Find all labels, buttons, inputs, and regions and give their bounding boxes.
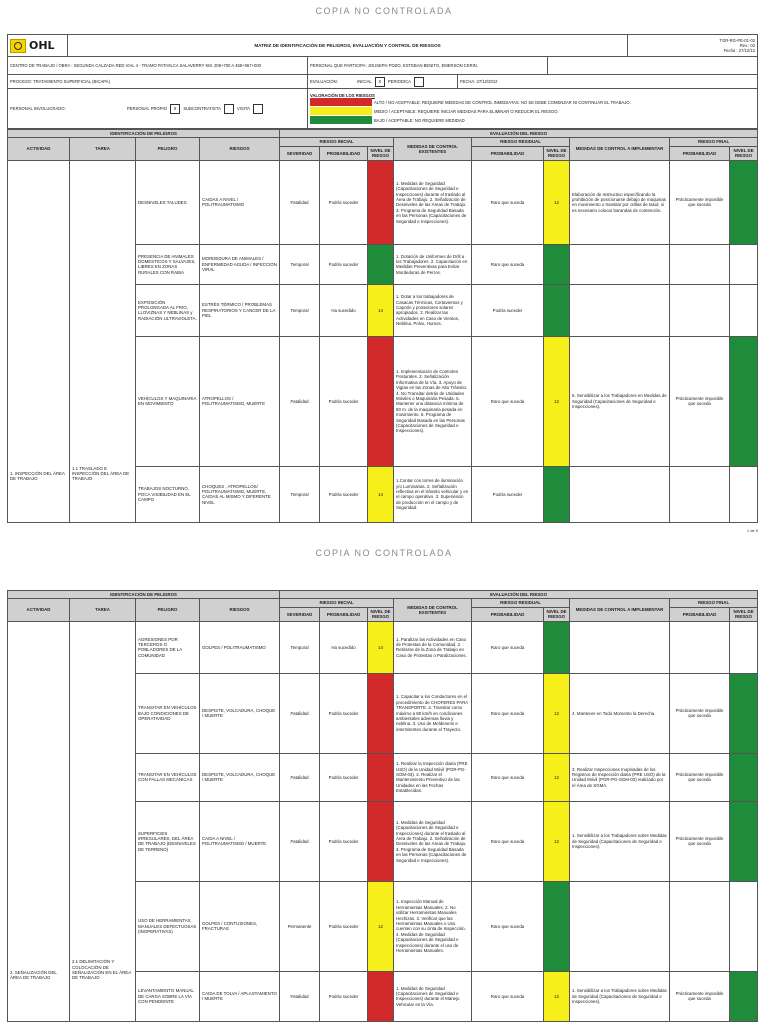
nivel-residual-cell: 12 [544, 160, 570, 244]
probabilidad-final-cell: Prácticamente imposible que suceda [670, 801, 730, 881]
peligro-cell: SUPERFICIES IRREGULARES, DEL ÁREA DE TRABAJO (DESNIVELES DE TERRENO) [136, 801, 200, 881]
col-peligro: PELIGRO [136, 599, 200, 621]
matrix-header [7, 34, 758, 129]
col-nivel-inicial: NIVEL DE RIESGO [368, 146, 394, 160]
col-probabilidad-residual: PROBABILIDAD [472, 146, 544, 160]
nivel-final-cell [730, 801, 758, 881]
header-evaluacion: EVALUACIÓN DEL RIESGO [280, 591, 758, 599]
col-tarea: TAREA [70, 138, 136, 160]
severidad-cell: Fatalidad [280, 336, 320, 466]
nivel-residual-cell: 12 [544, 801, 570, 881]
header-riesgo-residual: RIESGO RESIDUAL [472, 599, 570, 607]
peligro-cell: TRABAJOS NOCTURNO, POCA VISIBILIDAD EN EL CAMPO [136, 466, 200, 522]
col-nivel-final: NIVEL DE RIESGO [730, 607, 758, 621]
col-probabilidad-final: PROBABILIDAD [670, 607, 730, 621]
medidas-existentes-cell: 1. Capacitar a los Conductores en el procedimiento de CHOFERES PARA TRANSPORTE. 2. Transitar como máximo a 80 km/h en condiciones ambientales adversas lluvia y neblina. 3. Uso de Meldeneris e intermitentes durante el Trayecto. [394, 673, 472, 753]
nivel-inicial-cell: 12 [368, 881, 394, 971]
nivel-final-cell [730, 621, 758, 673]
nivel-final-cell [730, 466, 758, 522]
empty-cell [548, 57, 758, 75]
peligro-cell: TRANSITAR EN VEHÍCULOS BAJO CONDICIONES DE OPERATIVIDAD [136, 673, 200, 753]
peligro-cell: USO DE HERRAMIENTAS MANUALES DEFECTUOSAS (INOPERATIVAS) [136, 881, 200, 971]
nivel-inicial-cell [368, 753, 394, 801]
riesgos-cell: CAIDA A NIVEL / POLITRAUMATISMO / MUERTE [200, 801, 280, 881]
nivel-residual-cell: 12 [544, 753, 570, 801]
doc-code-block [628, 35, 758, 57]
tarea-cell: 2.1 DELIMITACIÓN Y COLOCACIÓN DE SEÑALIZACIÓN EN EL ÁREA DE TRABAJO [70, 621, 136, 1021]
riesgos-cell: ATROPELLOS / POLITRAUMATISMO, MUERTE [200, 336, 280, 466]
legend-swatch-medium [310, 107, 372, 115]
medidas-existentes-cell: 1. Inspección Manual de Herramientas Manuales. 2. No utilizar Herramientas Manuales Hechizas. 3. Verificar que las Herramientas Manuales o Uso cuenten con su cinta de Inspección. 4. Medidas de Seguridad (Capacitaciones de Seguridad e Inspecciones) durante el uso de Herramientas Manuales. [394, 881, 472, 971]
probabilidad-inicial-cell: Podría suceder [320, 244, 368, 284]
peligro-cell: VEHÍCULOS Y MAQUINARIA EN MOVIMIENTO [136, 336, 200, 466]
logo-cell [8, 35, 68, 57]
doc-code: TGR-RG-PE-01-02 [719, 38, 756, 43]
risk-matrix-sheet-2 [7, 590, 757, 1022]
process-field: PROCESO: TRATAMIENTO SUPERFICIAL (BICAPA) [8, 75, 308, 89]
nivel-residual-cell [544, 881, 570, 971]
page-number: 1 de 5 [746, 528, 758, 533]
peligro-cell: LEVANTAMIENTO MANUAL DE CARGA SOBRE LA VÍA CON PENDIENTE [136, 971, 200, 1021]
col-medidas-existentes: MEDIDAS DE CONTROL EXISTENTES [394, 599, 472, 621]
probabilidad-inicial-cell: Podría suceder [320, 160, 368, 244]
header-identificacion: IDENTIFICACIÓN DE PELIGROS [8, 130, 280, 138]
probabilidad-inicial-cell: Podría suceder [320, 881, 368, 971]
probabilidad-residual-cell: Raro que suceda [472, 881, 544, 971]
nivel-final-cell [730, 673, 758, 753]
medidas-existentes-cell: 1.Contar con torres de iluminación y/o Luminarias. 2. Señalización reflectiva en el tránsito vehicular y en el campo operativo. 3. Supervisión de producción en el campo y de Seguridad. [394, 466, 472, 522]
col-probabilidad-residual: PROBABILIDAD [472, 607, 544, 621]
probabilidad-residual-cell: Raro que suceda [472, 753, 544, 801]
probabilidad-inicial-cell: Podría suceder [320, 971, 368, 1021]
header-riesgo-inicial: RIESGO INICIAL [280, 599, 394, 607]
riesgos-cell: GOLPES / POLITRAUMATISMO [200, 621, 280, 673]
probabilidad-residual-cell: Raro que suceda [472, 673, 544, 753]
header-riesgo-final: RIESGO FINAL [670, 599, 758, 607]
periodica-checkbox[interactable] [414, 77, 424, 87]
probabilidad-residual-cell: Raro que suceda [472, 160, 544, 244]
risk-table-page-1 [7, 129, 758, 523]
medidas-existentes-cell: 1. Dotar a los trabajadores de Casacas Térmicas, Cortavientos y Capotín y protectores solares apropiados. 2. Realizar las Actividades en Caso de Vientos, Neblina, Polvo, Humos. [394, 284, 472, 336]
severidad-cell: Fatalidad [280, 753, 320, 801]
probabilidad-inicial-cell: Podría suceder [320, 753, 368, 801]
riesgos-cell: CAIDAS A NIVEL / POLITRAUMATISMO [200, 160, 280, 244]
nivel-inicial-cell [368, 244, 394, 284]
probabilidad-residual-cell: Podría suceder [472, 284, 544, 336]
participants-field: PERSONAL QUE PARTICIPA: JOUSEPH POZO, ESTEBAN BENITO, EMERSON CERIN. [308, 57, 548, 75]
company-logo: OHL [10, 39, 65, 53]
medidas-implementar-cell [570, 881, 670, 971]
actividad-cell: 1. INSPECCIÓN DEL ÁREA DE TRABAJO [8, 160, 70, 522]
legend-low: BAJO / ACEPTABLE: NO REQUIERE MEDIDAD [310, 116, 755, 125]
nivel-final-cell [730, 244, 758, 284]
riesgos-cell: CHOQUES , ATROPELLOS/ POLITRAUMATISMO, MUERTE, CAIDAS AL MISMO Y DIFERENTE NIVEL [200, 466, 280, 522]
medidas-implementar-cell: Elaboración de Instructivo especificando la prohibición de posicionarse debajo de maquinas en movimiento o transitar por orillas de talud, si es necesario colocar barandas de contención. [570, 160, 670, 244]
nivel-inicial-cell [368, 801, 394, 881]
legend-title: VALORACIÓN DE LOS RIESGOS [310, 92, 375, 98]
probabilidad-inicial-cell: Podría suceder [320, 466, 368, 522]
probabilidad-residual-cell: Raro que suceda [472, 621, 544, 673]
nivel-residual-cell: 12 [544, 971, 570, 1021]
severidad-cell: Fatalidad [280, 673, 320, 753]
col-peligro: PELIGRO [136, 138, 200, 160]
date-field: FECHA: 27/12/2012 [458, 75, 758, 89]
medidas-implementar-cell [570, 621, 670, 673]
col-tarea: TAREA [70, 599, 136, 621]
nivel-inicial-cell: 14 [368, 621, 394, 673]
nivel-residual-cell [544, 621, 570, 673]
header-riesgo-residual: RIESGO RESIDUAL [472, 138, 570, 146]
probabilidad-inicial-cell: Podría suceder [320, 801, 368, 881]
col-severidad: SEVERIDAD [280, 607, 320, 621]
probabilidad-final-cell [670, 244, 730, 284]
col-nivel-residual: NIVEL DE RIESGO [544, 146, 570, 160]
risk-table-page-2 [7, 590, 758, 1022]
watermark: COPIA NO CONTROLADA [315, 548, 453, 558]
legend-swatch-low [310, 116, 372, 124]
col-probabilidad-final: PROBABILIDAD [670, 146, 730, 160]
probabilidad-residual-cell: Raro que suceda [472, 971, 544, 1021]
evaluation-field: EVALUACIÓN: INICIAL x PERIODICA [308, 75, 458, 89]
probabilidad-inicial-cell: Ha sucedido [320, 621, 368, 673]
probabilidad-final-cell: Prácticamente imposible que suceda [670, 336, 730, 466]
probabilidad-inicial-cell: Podría suceder [320, 336, 368, 466]
nivel-inicial-cell [368, 673, 394, 753]
tarea-cell: 1.1 TRASLADO E INSPECCIÓN DEL ÁREA DE TRABAJO [70, 160, 136, 522]
nivel-inicial-cell [368, 160, 394, 244]
document-page-2 [0, 540, 768, 1024]
nivel-inicial-cell [368, 971, 394, 1021]
subcontratista-checkbox[interactable] [224, 104, 234, 114]
medidas-implementar-cell [570, 466, 670, 522]
col-nivel-final: NIVEL DE RIESGO [730, 146, 758, 160]
col-probabilidad-inicial: PROBABILIDAD [320, 146, 368, 160]
riesgos-cell: DESPISTE, VOLCADURA, CHOQUE / MUERTE [200, 673, 280, 753]
medidas-existentes-cell: 1. Paralizar las Actividades en Caso de Protestas de la Comunidad. 2. Retirarse de la Zona de Trabajo en Caso de Protestas o Paralizaciones. [394, 621, 472, 673]
peligro-cell: TRANSITAR EN VEHÍCULOS CON FALLAS MECÁNICAS [136, 753, 200, 801]
severidad-cell: Permanente [280, 881, 320, 971]
probabilidad-final-cell [670, 466, 730, 522]
visita-checkbox[interactable] [253, 104, 263, 114]
propio-checkbox[interactable]: x [170, 104, 180, 114]
nivel-inicial-cell: 14 [368, 284, 394, 336]
table-body-page-2 [8, 621, 758, 1021]
probabilidad-inicial-cell: Podría suceder [320, 673, 368, 753]
severidad-cell: Fatalidad [280, 971, 320, 1021]
watermark: COPIA NO CONTROLADA [315, 6, 453, 16]
severidad-cell: Fatalidad [280, 160, 320, 244]
logo-mark-icon [10, 39, 26, 53]
peligro-cell: AGRESIONES POR TERCEROS O POBLADORES DE LA COMUNIDAD [136, 621, 200, 673]
medidas-existentes-cell: 1. Medidas de Seguridad (Capacitaciones de Seguridad e Inspecciones) durante el traslado al Área de Trabajo. 2. Señalización de Desniveles de las Áreas de Trabajo. 3. Programa de Seguridad Basada en las Personas (Capacitaciones de Seguridad e Inspecciones). [394, 160, 472, 244]
nivel-final-cell [730, 336, 758, 466]
probabilidad-final-cell [670, 621, 730, 673]
header-identificacion: IDENTIFICACIÓN DE PELIGROS [8, 591, 280, 599]
table-head [8, 130, 758, 161]
medidas-implementar-cell: 3. Realizar Inspecciones Inopinadas de los Registros de Inspección diaria (PRE USO) de la Unidad Móvil (PGR-PG-SGM-03) realizado por el Área de SGMA. [570, 753, 670, 801]
probabilidad-final-cell [670, 284, 730, 336]
header-evaluacion: EVALUACIÓN DEL RIESGO [280, 130, 758, 138]
probabilidad-final-cell [670, 881, 730, 971]
col-riesgos: RIESGOS [200, 138, 280, 160]
nivel-inicial-cell [368, 336, 394, 466]
probabilidad-final-cell: Prácticamente imposible que suceda [670, 160, 730, 244]
col-medidas-implementar: MEDIDAS DE CONTROL A IMPLEMENTAR [570, 138, 670, 160]
medidas-implementar-cell: 1. Sensibilizar a los Trabajadores sobre Medidas de Seguridad (Capacitaciones de Seguridad e Inspecciones). [570, 801, 670, 881]
riesgos-cell: DESPISTE, VOLCADURA, CHOQUE / MUERTE [200, 753, 280, 801]
severidad-cell: Fatalidad [280, 801, 320, 881]
medidas-implementar-cell [570, 244, 670, 284]
table-row [8, 160, 758, 244]
medidas-existentes-cell: 1. Dotación de Uniformes de Drill a los Trabajadores. 2. Capacitación en Medidas Preventivas para Evitar Mordeduras de Perros. [394, 244, 472, 284]
col-severidad: SEVERIDAD [280, 146, 320, 160]
medidas-existentes-cell: 1. Medidas de Seguridad (Capacitaciones de Seguridad e Inspecciones) durante el Manejo Vehicular en la Vía. [394, 971, 472, 1021]
nivel-final-cell [730, 971, 758, 1021]
col-riesgos: RIESGOS [200, 599, 280, 621]
severidad-cell: Temporal [280, 466, 320, 522]
probabilidad-final-cell: Prácticamente imposible que suceda [670, 753, 730, 801]
actividad-cell: 2. SEÑALIZACIÓN DEL ÁREA DE TRABAJO [8, 621, 70, 1021]
risk-matrix-sheet-1 [7, 34, 757, 523]
nivel-residual-cell [544, 244, 570, 284]
riesgos-cell: GOLPES / CONTUSIONES, FRACTURAS [200, 881, 280, 971]
peligro-cell: DESNIVELES TALUDES [136, 160, 200, 244]
nivel-final-cell [730, 881, 758, 971]
col-medidas-existentes: MEDIDAS DE CONTROL EXISTENTES [394, 138, 472, 160]
probabilidad-residual-cell: Raro que suceda [472, 801, 544, 881]
peligro-cell: PRESENCIA DE ANIMALES DOMESTICOS Y SALVAJES, LIBRES EN ZONAS RURALES CON RABIA [136, 244, 200, 284]
nivel-final-cell [730, 160, 758, 244]
peligro-cell: EXPOSICIÓN PROLONGADA AL FRIO, LLOVIZNAS Y NEBLINAS y RADIACIÓN ULTRAVIOLETA. [136, 284, 200, 336]
probabilidad-inicial-cell: Ha sucedido [320, 284, 368, 336]
matrix-title: MATRIZ DE IDENTIFICACIÓN DE PELIGROS, EVALUACIÓN Y CONTROL DE RIESGOS [68, 35, 628, 57]
probabilidad-residual-cell: Podría suceder [472, 466, 544, 522]
col-medidas-implementar: MEDIDAS DE CONTROL A IMPLEMENTAR [570, 599, 670, 621]
riesgos-cell: MORDEDURA DE ANIMALES / ENFERMEDAD AGUDA / INFECCIÓN VIRAL [200, 244, 280, 284]
severidad-cell: Temporal [280, 284, 320, 336]
legend-swatch-high [310, 98, 372, 106]
nivel-final-cell [730, 753, 758, 801]
col-nivel-inicial: NIVEL DE RIESGO [368, 607, 394, 621]
medidas-existentes-cell: 1. Medidas de Seguridad (Capacitaciones de Seguridad e Inspecciones) durante el traslado al Área de Trabajo. 2. Señalización de Desniveles de las Áreas de Trabajo. 3. Programa de Seguridad Basada en las Personas (Capacitaciones de Seguridad e Inspecciones). [394, 801, 472, 881]
work-center-field: CENTRO DE TRABAJO / OBRA : SEGUNDA CALZADA RED VIAL 4 - TRAMO PATIVILCA SALAVERRY KM. 206+700 A 458+067+000 [8, 57, 308, 75]
nivel-final-cell [730, 284, 758, 336]
severidad-cell: Temporal [280, 621, 320, 673]
col-nivel-residual: NIVEL DE RIESGO [544, 607, 570, 621]
medidas-existentes-cell: 1. Implementación de Controles Posturales. 2. Señalización Informativa de la Vía. 3. Apoyo de Vigías en las Zonas de Alto Tránsito. 4. No Transitar detrás de Unidades Móviles o Maquinaria Pesada. 5. Mantener una distancia mínima de 50 m. de la maquinaria pesada en movimiento. 6. Programa de Seguridad Basada en las Personas (Capacitaciones de Seguridad e Inspecciones). [394, 336, 472, 466]
table-body-page-1 [8, 160, 758, 522]
medidas-implementar-cell: 6. Sensibilizar a los Trabajadores en Medidas de Seguridad (Capacitaciones de Seguridad e Inspecciones). [570, 336, 670, 466]
probabilidad-final-cell: Prácticamente imposible que suceda [670, 971, 730, 1021]
nivel-residual-cell [544, 466, 570, 522]
riesgos-cell: ESTRÉS TÉRMICO / PROBLEMAS RESPIRATORIOS Y CANCER DE LA PIEL [200, 284, 280, 336]
doc-revision: Rev.: 02 [739, 43, 756, 48]
table-head [8, 591, 758, 622]
header-riesgo-inicial: RIESGO INICIAL [280, 138, 394, 146]
legend-medium: MEDIO / ACEPTABLE: REQUIERE INICIAR MEDIDAS PARA ELIMINAR O REDUCIR EL RIESGO. [310, 107, 755, 116]
severidad-cell: Temporal [280, 244, 320, 284]
nivel-residual-cell [544, 284, 570, 336]
medidas-implementar-cell [570, 284, 670, 336]
table-row [8, 621, 758, 673]
probabilidad-residual-cell: Raro que suceda [472, 244, 544, 284]
doc-date: Fecha : 27/12/12 [723, 48, 756, 53]
inicial-checkbox[interactable]: x [375, 77, 385, 87]
medidas-implementar-cell: 1. Sensibilizar a los Trabajadores sobre Medidas de Seguridad (Capacitaciones de Seguridad e Inspecciones). [570, 971, 670, 1021]
col-actividad: ACTIVIDAD [8, 599, 70, 621]
col-actividad: ACTIVIDAD [8, 138, 70, 160]
probabilidad-residual-cell: Raro que suceda [472, 336, 544, 466]
nivel-residual-cell: 12 [544, 673, 570, 753]
probabilidad-final-cell: Prácticamente imposible que suceda [670, 673, 730, 753]
nivel-inicial-cell: 14 [368, 466, 394, 522]
risk-legend [308, 89, 758, 129]
nivel-residual-cell: 12 [544, 336, 570, 466]
legend-high: ALTO / NO ACEPTABLE: REQUIERE MEDIDAS DE CONTROL INMEDIATAS. NO SE DEBE COMENZAR NI CONTINUAR EL TRABAJO. [310, 98, 755, 107]
medidas-implementar-cell: 4. Mantener en Todo Momento la Derecha. [570, 673, 670, 753]
involved-personnel-field: PERSONAL INVOLUCRADO: PERSONAL PROPIO x SUBCONTRATISTA VISITA [8, 89, 308, 129]
medidas-existentes-cell: 1. Realizar la Inspección diaria (PRE USO) de la Unidad Móvil (PGR-PG-SGM-03). 2. Realizar el Mantenimiento Preventivo de las Unidades en las Fechas Establecidas. [394, 753, 472, 801]
col-probabilidad-inicial: PROBABILIDAD [320, 607, 368, 621]
riesgos-cell: CAIDA DE TOLVA / APLASTAMIENTO / MUERTE [200, 971, 280, 1021]
header-riesgo-final: RIESGO FINAL [670, 138, 758, 146]
